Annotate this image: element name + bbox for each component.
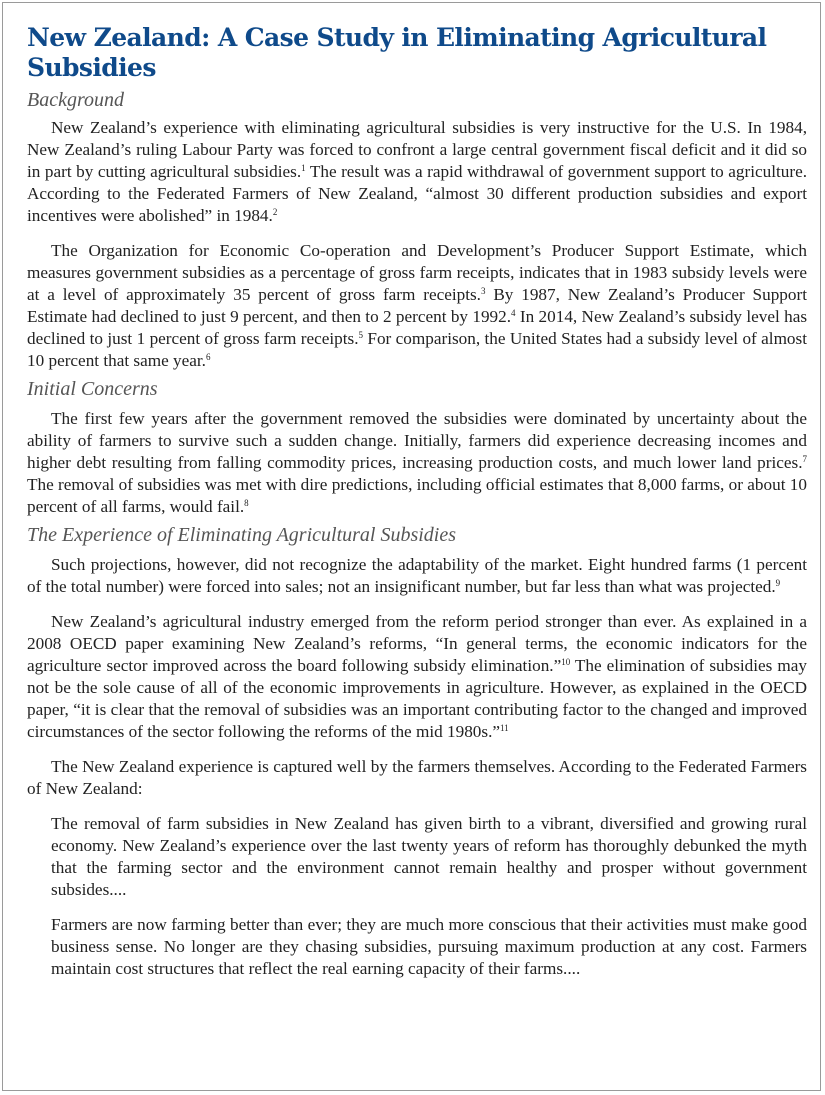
footnote-ref: 1 [301, 163, 306, 173]
text: The removal of subsidies was met with dire predictions, including official estimates that 8,000 farms, or about 10 percent of all farms, would fail. [27, 475, 807, 516]
footnote-ref: 5 [358, 330, 363, 340]
text: By 1987, New Zealand’s Producer Support Estimate had declined to just 9 percent, and then to 2 percent by 1992. [27, 285, 807, 326]
paragraph [27, 756, 807, 800]
section-heading-background: Background [27, 89, 125, 111]
case-study-content [27, 23, 807, 980]
footnote-ref: 9 [775, 578, 781, 588]
footnote-ref: 2 [272, 207, 278, 217]
paragraph [27, 611, 807, 743]
paragraph [27, 240, 807, 372]
text: In 2014, New Zealand’s subsidy level has declined to just 1 percent of gross farm receipts. [27, 307, 808, 348]
footnote-ref: 4 [511, 308, 516, 318]
text: The elimination of subsidies may not be the sole cause of all of the economic improvements in agriculture. However, as explained in the OECD paper, “it is clear that the removal of subsidies was an important contributing factor to the changed and improved circumstances of the sector following the reforms of the mid 1980s.” [27, 656, 807, 741]
section-heading-experience: The Experience of Eliminating Agricultural Subsidies [27, 524, 457, 546]
section-heading-initial-concerns: Initial Concerns [27, 378, 158, 400]
paragraph [27, 408, 807, 518]
text: The first few years after the government removed the subsidies were dominated by uncertainty about the ability of farmers to survive such a sudden change. Initially, farmers did experience decreasing incomes and higher debt resulting from falling commodity prices, increasing production costs, and much lower land prices. [27, 409, 807, 472]
text: Such projections, however, did not recognize the adaptability of the market. Eight hundred farms (1 percent of the total number) were forced into sales; not an insignificant number, but far less than what was projected. [27, 555, 807, 596]
text: The result was a rapid withdrawal of government support to agriculture. According to the Federated Farmers of New Zealand, “almost 30 different production subsidies and export incentives were abolished” in 1984. [27, 162, 807, 225]
text: New Zealand’s experience with eliminating agricultural subsidies is very instructive for the U.S. In 1984, New Zealand’s ruling Labour Party was forced to confront a large central government fiscal deficit and it did so in part by cutting agricultural subsidies. [27, 118, 807, 181]
footnote-ref: 3 [480, 286, 486, 296]
block-quote: The removal of farm subsidies in New Zealand has given birth to a vibrant, diversified and growing rural economy. New Zealand’s experience over the last twenty years of reform has thoroughly debunked the myth that the farming sector and the environment cannot remain healthy and prosper without government subsides.... [51, 814, 807, 899]
text: For comparison, the United States had a subsidy level of almost 10 percent that same year. [27, 329, 807, 370]
text: The Organization for Economic Co-operation and Development’s Producer Support Estimate, which measures government subsidies as a percentage of gross farm receipts, indicates that in 1983 subsidy levels were at a level of approximately 35 percent of gross farm receipts. [27, 241, 807, 304]
paragraph [27, 554, 807, 598]
footnote-ref: 7 [802, 454, 807, 464]
paragraph [27, 117, 807, 227]
text: New Zealand’s agricultural industry emerged from the reform period stronger than ever. As explained in a 2008 OECD paper examining New Zealand’s reforms, “In general terms, the economic indicators for the agriculture sector improved across the board following subsidy elimination.” [27, 612, 807, 675]
page-title: New Zealand: A Case Study in Eliminating Agricultural Subsidies [27, 23, 767, 82]
text: The New Zealand experience is captured well by the farmers themselves. According to the Federated Farmers of New Zealand: [27, 757, 807, 798]
footnote-ref: 11 [500, 723, 509, 733]
footnote-ref: 8 [244, 498, 249, 508]
case-study-box [2, 2, 821, 1091]
footnote-ref: 6 [205, 352, 211, 362]
footnote-ref: 10 [561, 657, 571, 667]
block-quote: Farmers are now farming better than ever; they are much more conscious that their activities must make good business sense. No longer are they chasing subsidies, pursuing maximum production at any cost. Farmers maintain cost structures that reflect the real earning capacity of their farms.... [51, 915, 807, 978]
